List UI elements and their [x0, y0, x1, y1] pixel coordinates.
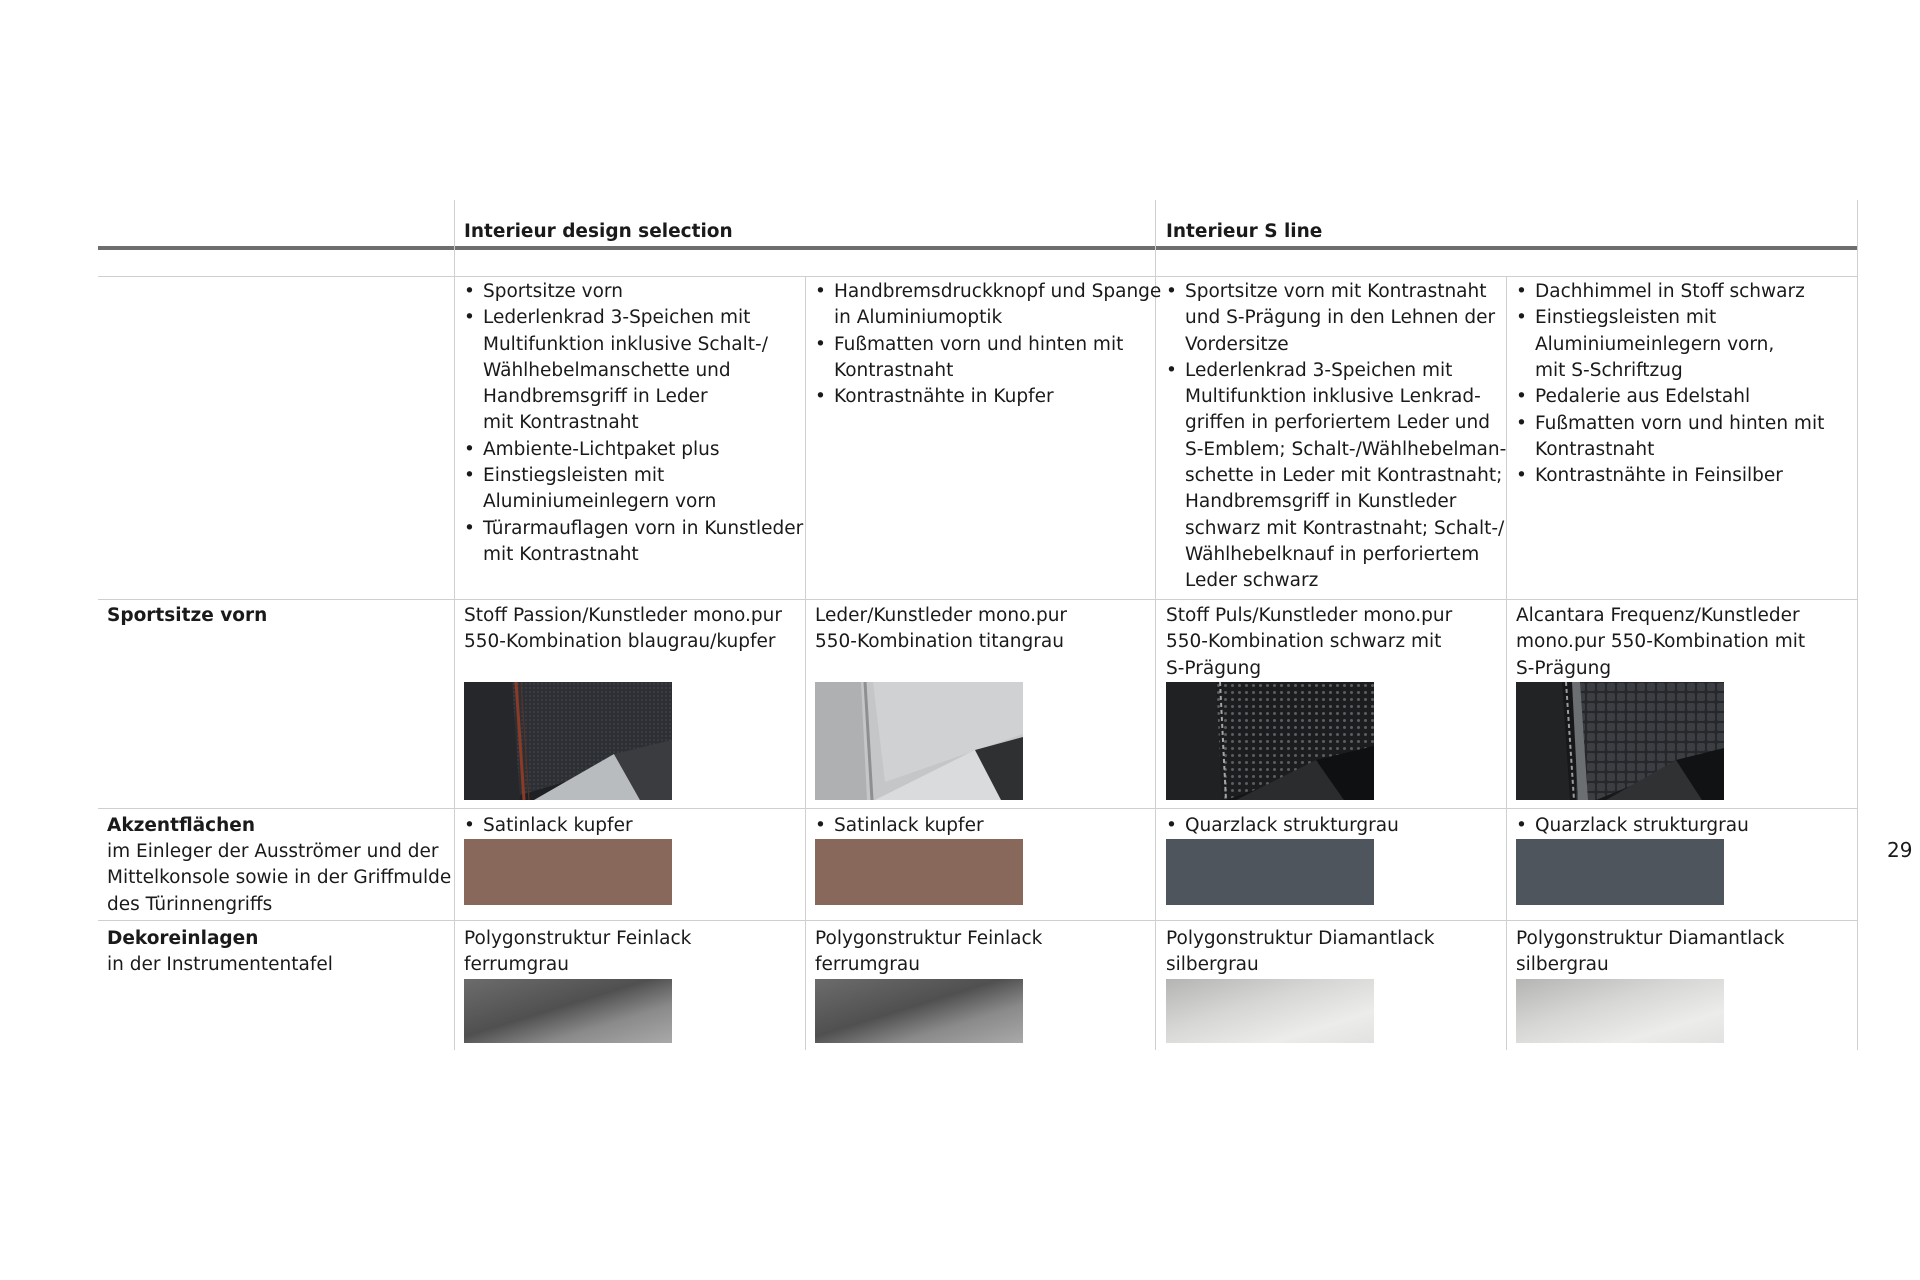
- inlay-desc-4: Polygonstruktur Diamantlack silbergrau: [1516, 928, 1785, 976]
- feature-text: Sportsitze vorn mit Kontrastnaht und S-Prägung in den Lehnen der Vordersitze: [1185, 281, 1496, 355]
- inlay-swatch-silbergrau: [1516, 979, 1724, 1043]
- bullet-dot: •: [1516, 281, 1527, 302]
- feature-text: Handbremsdruckknopf und Spange in Aluminiumoptik: [834, 281, 1162, 329]
- header-rule: [98, 246, 1858, 250]
- row-label-inlays: Dekoreinlagen: [107, 928, 259, 949]
- grid-line: [454, 200, 455, 1050]
- feature-text: Kontrastnähte in Kupfer: [834, 386, 1054, 408]
- row-separator: [98, 920, 1858, 921]
- feature-text: Lederlenkrad 3-Speichen mit Multifunktion inklusive Lenkrad- griffen in perforiertem Leder und S-Emblem; Schalt-/Wählhebelman- schette in Leder mit Kontrastnaht; Handbremsgriff in Kunstleder schwarz mit Kontrastnaht; Schalt-/ Wählhebelknauf in perforiertem Leder schwarz: [1185, 359, 1507, 592]
- seat-desc-3: Stoff Puls/Kunstleder mono.pur 550-Kombination schwarz mit S-Prägung: [1166, 605, 1453, 679]
- feature-text: Einstiegsleisten mit Aluminiumeinlegern vorn, mit S-Schriftzug: [1535, 307, 1775, 381]
- bullet-dot: •: [464, 438, 475, 460]
- feature-text: Lederlenkrad 3-Speichen mit Multifunktion inklusive Schalt-/ Wählhebelmanschette und Handbremsgriff in Leder mit Kontrastnaht: [483, 307, 768, 434]
- bullet-dot: •: [1516, 386, 1527, 408]
- feature-text: Ambiente-Lichtpaket plus: [483, 438, 720, 460]
- header-rule-thin: [98, 276, 1858, 277]
- accent-label-1: Satinlack kupfer: [483, 815, 633, 836]
- bullet-dot: •: [464, 815, 475, 836]
- row-separator: [98, 599, 1858, 600]
- inlay-swatch-silbergrau: [1166, 979, 1374, 1043]
- inlay-swatch-ferrumgrau: [815, 979, 1023, 1043]
- page-number: 29: [1887, 838, 1913, 862]
- feature-text: Fußmatten vorn und hinten mit Kontrastnaht: [1535, 412, 1825, 460]
- feature-text: Fußmatten vorn und hinten mit Kontrastnaht: [834, 333, 1124, 381]
- inlay-desc-2: Polygonstruktur Feinlack ferrumgrau: [815, 928, 1043, 976]
- feature-text: Türarmauflagen vorn in Kunstleder mit Kontrastnaht: [483, 517, 804, 565]
- inlay-desc-1: Polygonstruktur Feinlack ferrumgrau: [464, 928, 692, 976]
- row-label-seats: Sportsitze vorn: [107, 605, 268, 626]
- row-label-accent: Akzentflächen: [107, 815, 255, 836]
- bullet-dot: •: [1166, 359, 1177, 381]
- accent-swatch-copper: [464, 839, 672, 905]
- seat-desc-2: Leder/Kunstleder mono.pur 550-Kombination titangrau: [815, 605, 1068, 653]
- grid-line: [805, 276, 806, 1050]
- accent-swatch-copper: [815, 839, 1023, 905]
- row-separator: [98, 808, 1858, 809]
- seat-swatch-frequenz: [1516, 682, 1724, 800]
- feature-text: Dachhimmel in Stoff schwarz: [1535, 281, 1805, 302]
- seat-swatch-puls: [1166, 682, 1374, 800]
- bullet-dot: •: [815, 281, 826, 302]
- bullet-dot: •: [815, 815, 826, 836]
- inlay-desc-3: Polygonstruktur Diamantlack silbergrau: [1166, 928, 1435, 976]
- bullet-dot: •: [464, 281, 475, 302]
- row-sublabel-accent: im Einleger der Ausströmer und der Mittelkonsole sowie in der Griffmulde des Türinnengriffs: [107, 841, 452, 915]
- accent-swatch-struktur-grey: [1166, 839, 1374, 905]
- column-header-s-line: Interieur S line: [1166, 221, 1323, 242]
- seat-desc-1: Stoff Passion/Kunstleder mono.pur 550-Kombination blaugrau/kupfer: [464, 605, 782, 653]
- accent-swatch-struktur-grey: [1516, 839, 1724, 905]
- seat-desc-4: Alcantara Frequenz/Kunstleder mono.pur 550-Kombination mit S-Prägung: [1516, 605, 1806, 679]
- bullet-dot: •: [815, 333, 826, 355]
- bullet-dot: •: [1516, 307, 1527, 329]
- bullet-dot: •: [815, 386, 826, 408]
- bullet-dot: •: [1166, 281, 1177, 302]
- bullet-dot: •: [1516, 465, 1527, 487]
- bullet-dot: •: [1516, 412, 1527, 434]
- column-header-design-selection: Interieur design selection: [464, 221, 733, 242]
- feature-text: Sportsitze vorn: [483, 281, 623, 302]
- bullet-dot: •: [464, 307, 475, 329]
- row-sublabel-inlays: in der Instrumententafel: [107, 954, 333, 975]
- bullet-dot: •: [1516, 815, 1527, 836]
- inlay-swatch-ferrumgrau: [464, 979, 672, 1043]
- grid-line: [1857, 200, 1858, 1050]
- accent-label-3: Quarzlack strukturgrau: [1185, 815, 1399, 836]
- accent-label-4: Quarzlack strukturgrau: [1535, 815, 1749, 836]
- bullet-dot: •: [464, 465, 475, 487]
- bullet-dot: •: [1166, 815, 1177, 836]
- seat-swatch-passion: [464, 682, 672, 800]
- feature-text: Pedalerie aus Edelstahl: [1535, 386, 1751, 408]
- seat-swatch-titangrau: [815, 682, 1023, 800]
- feature-text: Einstiegsleisten mit Aluminiumeinlegern vorn: [483, 465, 717, 513]
- bullet-dot: •: [464, 517, 475, 539]
- feature-text: Kontrastnähte in Feinsilber: [1535, 465, 1783, 487]
- accent-label-2: Satinlack kupfer: [834, 815, 984, 836]
